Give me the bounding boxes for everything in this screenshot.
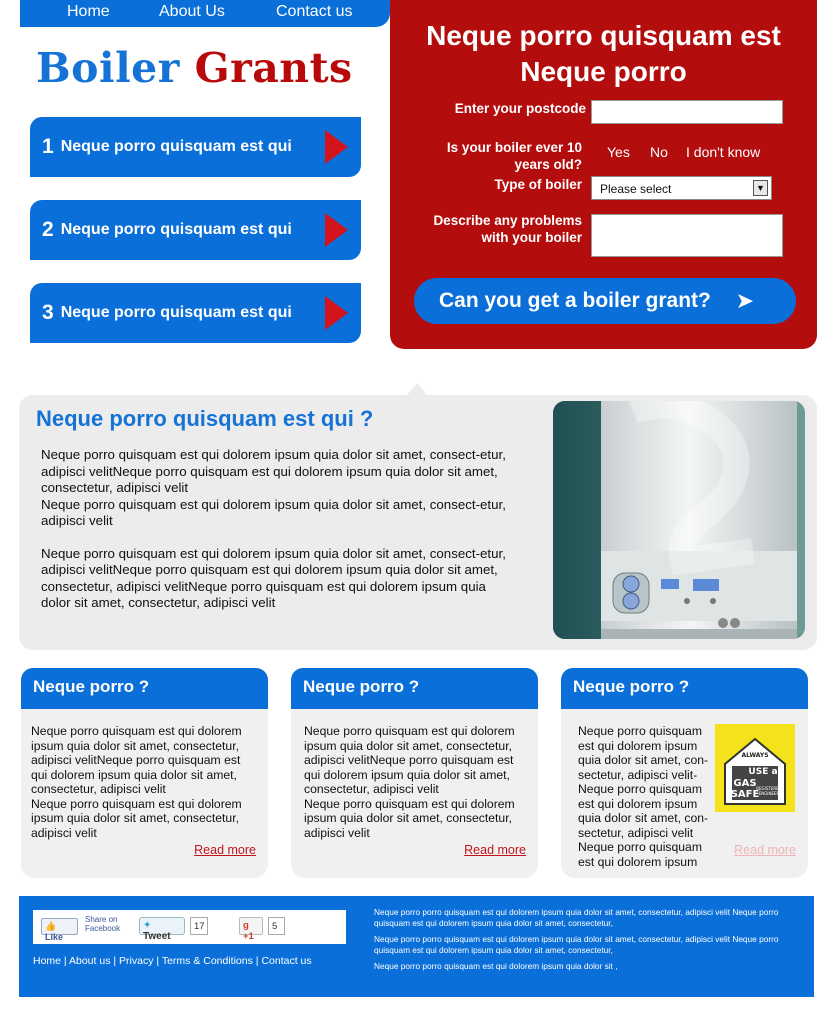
nav-home[interactable]: Home [67,3,110,20]
footer-paragraph: Neque porro porro quisquam est qui dolorem ipsum quia dolor sit , [374,961,618,971]
card-text: Neque porro quisquam est qui dolorem ipsum quia dolor sit amet, consectetur, adipisci velitNeque porro quisquam est qui dolorem ipsum quia dolor sit amet, consectetur, adipisci velit [31,724,242,796]
play-arrow-icon [325,296,348,330]
site-footer [19,896,814,997]
card-body [31,724,249,840]
postcode-label: Enter your postcode [454,101,586,116]
google-plus-icon: g [243,920,249,931]
plus-label: +1 [243,931,254,942]
share-label-line-1: Share on [85,915,118,924]
footer-text [374,907,804,977]
info-paragraph-1b: Neque porro quisquam est qui dolorem ipsum quia dolor sit amet, consect-etur, adipisci velit [41,496,506,528]
form-title-line-2: Neque porro [520,56,687,87]
step-label: Neque porro quisquam est qui [60,221,292,238]
boiler-age-label [420,139,582,173]
card-body [578,724,710,869]
like-label: Like [45,932,64,942]
badge-safe: SAFE [730,789,760,800]
problems-label [420,212,582,246]
info-paragraph-1: Neque porro quisquam est qui dolorem ipsum quia dolor sit amet, consect-etur, adipisci velitNeque porro quisquam est qui dolorem ipsum quia dolor sit amet, consectetur, adipisci velit [41,447,506,495]
badge-use: USE a [748,767,778,777]
card-title: Neque porro ? [561,668,808,709]
step-label: Neque porro quisquam est qui [60,138,292,155]
card-title: Neque porro ? [291,668,538,709]
google-plus-button[interactable] [239,917,263,942]
twitter-bird-icon: ✦ [143,920,152,931]
problems-label-line-1: Describe any problems [433,213,582,228]
site-logo[interactable] [36,44,353,92]
arrow-right-icon: ➤ [735,288,754,313]
badge-gas: GAS [733,778,757,789]
tweet-button[interactable] [139,917,185,942]
card-title: Neque porro ? [21,668,268,709]
step-3-button[interactable] [30,283,361,343]
badge-engineer: ENGINEER [758,791,780,796]
footer-link-contact-us[interactable]: Contact us [261,955,312,967]
card-text: Neque porro quisquam est qui dolorem ipsum quia dolor sit amet, con-sectetur, adipisci velit- Neque porro quisquam est qui dolorem ipsum quia dolor sit amet, con-sectetur, adipisci velit Neque porro quisquam est qui dolorem ipsum [578,724,709,869]
step-label: Neque porro quisquam est qui [60,304,292,321]
tweet-label: Tweet [143,931,171,942]
step-2-button[interactable] [30,200,361,260]
footer-paragraph: Neque porro porro quisquam est qui dolorem ipsum quia dolor sit amet, consectetur, adipisci velit Neque porro quisquam est qui dolorem ipsum quia dolor sit amet, consectetur, [374,907,779,928]
logo-word-boiler: Boiler [36,44,180,92]
tweet-count: 17 [190,917,208,935]
boiler-image [553,401,805,639]
step-number: 1 [42,135,54,158]
submit-label: Can you get a boiler grant? [439,289,711,312]
form-title [390,18,817,90]
read-more-link[interactable]: Read more [464,843,526,857]
card-text: Neque porro quisquam est qui dolorem ipsum quia dolor sit amet, consectetur, adipisci velit [304,796,515,840]
step-number: 3 [42,301,54,324]
read-more-link[interactable]: Read more [194,843,256,857]
boiler-illustration [553,401,805,639]
footer-link-privacy[interactable]: Privacy [119,955,154,967]
problems-textarea[interactable] [591,214,783,257]
info-section [19,395,817,650]
thumbs-up-icon: 👍 [45,921,57,931]
info-text [41,447,516,628]
share-label-line-2: Facebook [85,924,121,933]
badge-registered: REGISTERED [756,786,782,791]
submit-grant-button[interactable] [414,278,796,324]
logo-word-grants: Grants [194,44,353,92]
boiler-age-label-line-1: Is your boiler ever 10 [446,140,582,155]
card-text: Neque porro quisquam est qui dolorem ipsum quia dolor sit amet, consectetur, adipisci velit [31,796,242,840]
feature-card-2 [291,668,538,878]
step-1-button[interactable] [30,117,361,177]
card-body [304,724,522,840]
read-more-link[interactable]: Read more [734,843,796,857]
footer-link-about-us[interactable]: About us [69,955,111,967]
postcode-input[interactable] [591,100,783,124]
nav-about-us[interactable]: About Us [159,3,225,20]
info-title: Neque porro quisquam est qui ? [36,406,374,431]
option-yes[interactable]: Yes [607,144,630,160]
top-nav [20,0,390,27]
plus-count: 5 [268,917,285,935]
boiler-type-select[interactable] [591,176,772,200]
boiler-type-value: Please select [600,182,672,196]
card-text: Neque porro quisquam est qui dolorem ipsum quia dolor sit amet, consectetur, adipisci velitNeque porro quisquam est qui dolorem ipsum quia dolor sit amet, consectetur, adipisci velit [304,724,515,796]
gas-safe-house-icon [715,724,795,812]
facebook-share-link[interactable] [85,915,120,933]
social-bar [33,910,346,944]
play-arrow-icon [325,213,348,247]
footer-paragraph: Neque porro porro quisquam est qui dolorem ipsum quia dolor sit amet, consectetur, adipisci velit Neque porro quisquam est qui dolorem ipsum quia dolor sit amet, consectetur, [374,934,779,955]
nav-contact-us[interactable]: Contact us [276,3,353,20]
problems-label-line-2: with your boiler [481,230,582,245]
facebook-like-button[interactable] [41,918,78,942]
gas-safe-badge [715,724,795,812]
feature-card-1 [21,668,268,878]
feature-card-3 [561,668,808,878]
dropdown-arrow-icon[interactable]: ▼ [753,180,768,196]
step-number: 2 [42,218,54,241]
boiler-type-label: Type of boiler [494,177,582,192]
footer-links: Home | About us | Privacy | Terms & Conditions | Contact us [33,955,312,967]
info-paragraph-2: Neque porro quisquam est qui dolorem ipsum quia dolor sit amet, consect-etur, adipisci velitNeque porro quisquam est qui dolorem ipsum quia dolor sit amet, consectetur, adipisci velitNeque porro quisquam est qui dolorem ipsum quia dolor sit amet, consectetur, adipisci velit [41,545,506,610]
option-no[interactable]: No [650,144,668,160]
option-dont-know[interactable]: I don't know [686,144,761,160]
form-title-line-1: Neque porro quisquam est [426,20,781,51]
footer-link-terms[interactable]: Terms & Conditions [161,955,253,967]
badge-always: ALWAYS [741,752,769,759]
boiler-age-label-line-2: years old? [514,157,582,172]
play-arrow-icon [325,130,348,164]
info-notch [407,383,427,395]
footer-link-home[interactable]: Home [33,955,62,967]
